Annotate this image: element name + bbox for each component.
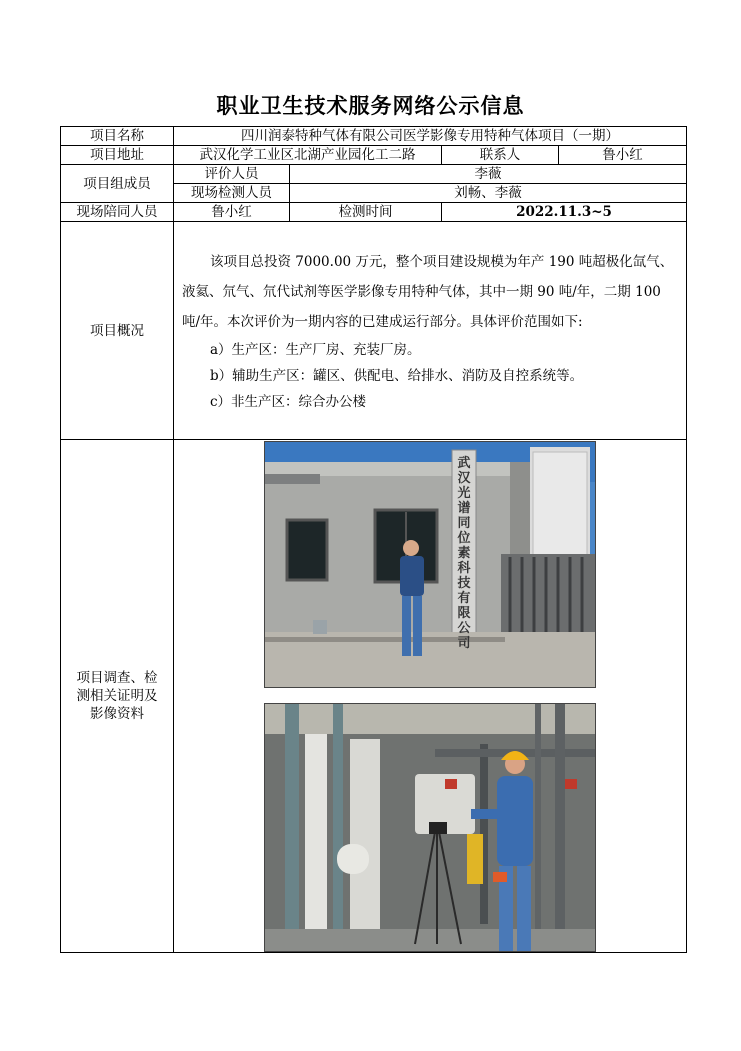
- overview-item-b: b）辅助生产区：罐区、供配电、给排水、消防及自控系统等。: [210, 367, 584, 384]
- inspector-value: 刘畅、李薇: [290, 184, 687, 203]
- contact-label: 联系人: [442, 146, 559, 165]
- row-project-name: [61, 127, 687, 146]
- project-name-value: 四川润泰特种气体有限公司医学影像专用特种气体项目（一期）: [174, 127, 687, 146]
- evaluator-label: 评价人员: [174, 165, 290, 184]
- team-label: 项目组成员: [61, 165, 174, 203]
- row-overview: [61, 222, 687, 440]
- building-photo: [264, 441, 596, 688]
- overview-item-c: c）非生产区：综合办公楼: [210, 393, 367, 410]
- inspector-label: 现场检测人员: [174, 184, 290, 203]
- row-escort: [61, 203, 687, 222]
- building-photo-image: [265, 442, 595, 687]
- row-team-evaluator: [61, 165, 687, 184]
- building-sign: 武汉光谱同位素科技有限公司: [457, 455, 471, 651]
- escort-label: 现场陪同人员: [61, 203, 174, 222]
- overview-content: [174, 222, 687, 440]
- escort-value: 鲁小红: [174, 203, 290, 222]
- project-name-label: 项目名称: [61, 127, 174, 146]
- evaluator-value: 李薇: [290, 165, 687, 184]
- photos-label: 项目调查、检测相关证明及影像资料: [61, 440, 174, 953]
- time-value: 2022.11.3~5: [442, 203, 687, 222]
- overview-paragraph: 该项目总投资 7000.00 万元，整个项目建设规模为年产 190 吨超极化氙气、液氦、氘气、氘代试剂等医学影像专用特种气体，其中一期 90 吨/年，二期 100 吨/年。本次评价为一期内容的已建成运行部分。具体评价范围如下:: [182, 253, 674, 330]
- project-address-label: 项目地址: [61, 146, 174, 165]
- equipment-photo: [264, 703, 596, 952]
- overview-label: 项目概况: [61, 222, 174, 440]
- row-photos: [61, 440, 687, 953]
- overview-item-a: a）生产区：生产厂房、充装厂房。: [210, 341, 421, 358]
- photos-content: [174, 440, 687, 953]
- time-label: 检测时间: [290, 203, 442, 222]
- equipment-photo-image: [265, 704, 595, 951]
- row-project-address: [61, 146, 687, 165]
- project-address-value: 武汉化学工业区北湖产业园化工二路: [174, 146, 442, 165]
- page-title: 职业卫生技术服务网络公示信息: [216, 93, 525, 118]
- info-table: [60, 126, 687, 953]
- contact-value: 鲁小红: [559, 146, 687, 165]
